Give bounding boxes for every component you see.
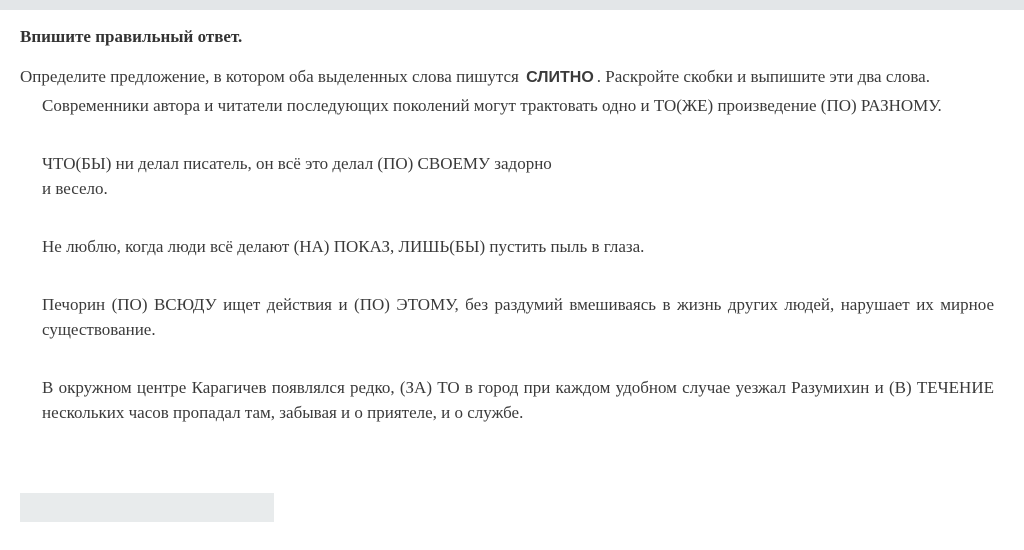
task-emphasis: СЛИТНО	[526, 69, 594, 86]
sentence-option-3: Не люблю, когда люди всё делают (НА) ПОКАЗ, ЛИШЬ(БЫ) пустить пыль в глаза.	[42, 237, 645, 256]
top-header-strip	[0, 0, 1024, 10]
sentence-option-5: В окружном центре Карагичев появлялся редко, (ЗА) ТО в город при каждом удобном случае уезжал Разумихин и (В) ТЕЧЕНИЕ нескольких часов пропадал там, забывая и о приятеле, и о службе.	[42, 378, 994, 422]
question-instruction: Впишите правильный ответ.	[20, 27, 243, 46]
sentence-option-2-line-1: ЧТО(БЫ) ни делал писатель, он всё это делал (ПО) СВОЕМУ задорно	[42, 154, 552, 173]
sentence-options-list	[42, 93, 994, 425]
task-text-before: Определите предложение, в котором оба выделенных слова пишутся	[20, 67, 519, 86]
sentence-option-2-line-2: и весело.	[42, 179, 108, 198]
answer-input[interactable]	[20, 493, 274, 522]
sentence-option-1: Современники автора и читатели последующих поколений могут трактовать одно и ТО(ЖЕ) произведение (ПО) РАЗНОМУ.	[42, 96, 942, 115]
sentence-option-2	[42, 151, 587, 201]
sentence-option-4: Печорин (ПО) ВСЮДУ ищет действия и (ПО) ЭТОМУ, без раздумий вмешиваясь в жизнь других людей, нарушает их мирное существование.	[42, 295, 994, 339]
task-text	[20, 66, 1000, 89]
question-content	[20, 26, 1000, 458]
task-text-after: . Раскройте скобки и выпишите эти два слова.	[596, 67, 930, 86]
